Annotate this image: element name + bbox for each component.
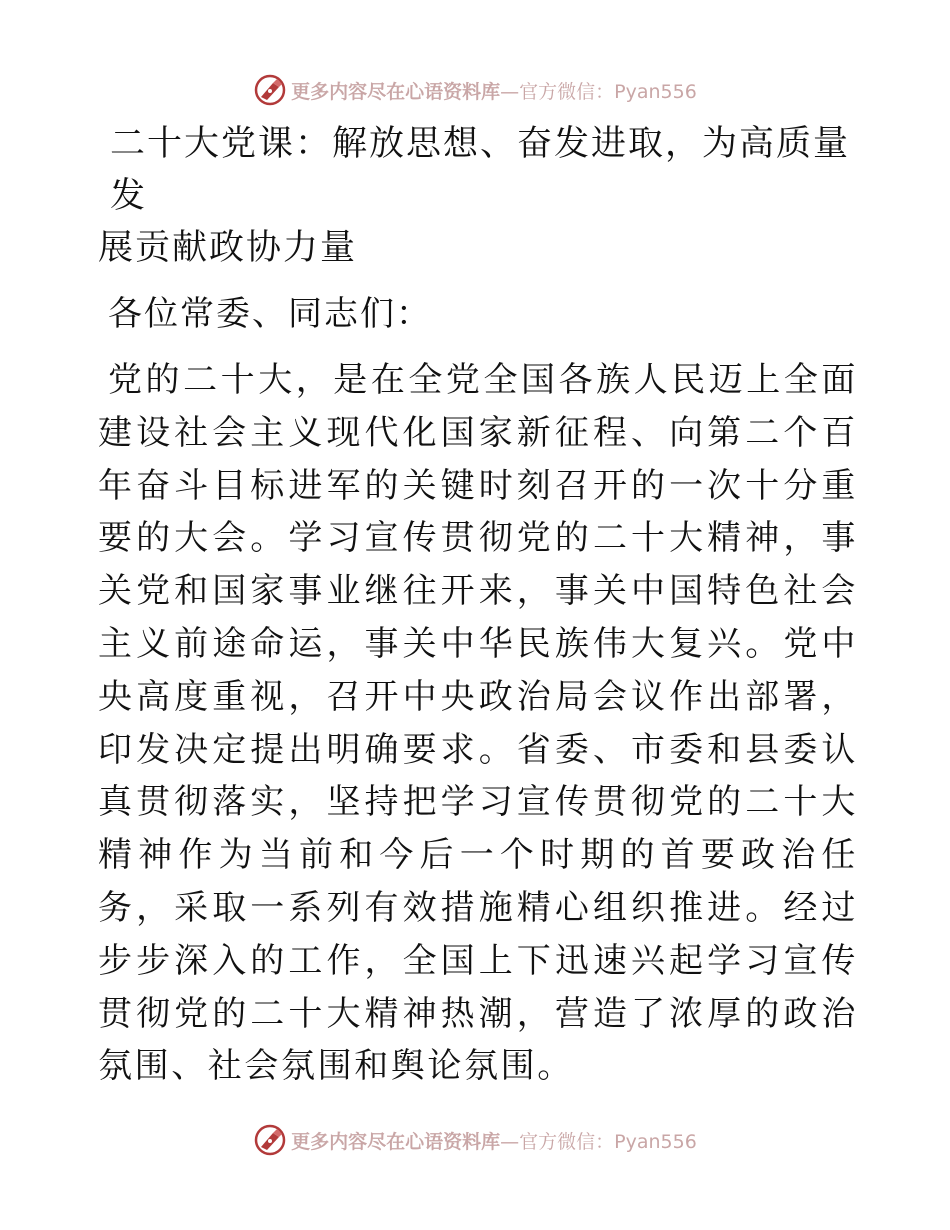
salutation: 各位常委、同志们：: [108, 294, 432, 334]
title-line-1: 二十大党课：解放思想、奋发进取，为高质量发: [110, 124, 851, 216]
watermark-dash: —: [500, 80, 520, 103]
header-watermark: [0, 70, 950, 110]
watermark-site: 更多内容尽在心语资料库: [291, 1130, 501, 1153]
watermark-site: 更多内容尽在心语资料库: [291, 80, 501, 103]
watermark-text: [291, 1127, 697, 1154]
watermark-text: [291, 77, 697, 104]
document-body: [98, 118, 858, 1093]
title-line-2: 展贡献政协力量: [98, 228, 358, 268]
body-paragraph: 党的二十大，是在全党全国各族人民迈上全面建设社会主义现代化国家新征程、向第二个百年奋斗目标进军的关键时刻召开的一次十分重要的大会。学习宣传贯彻党的二十大精神，事关党和国家事业继往开来，事关中国特色社会主义前途命运，事关中华民族伟大复兴。党中央高度重视，召开中央政治局会议作出部署，印发决定提出明确要求。省委、市委和县委认真贯彻落实，坚持把学习宣传贯彻党的二十大精神作为当前和今后一个时期的首要政治任务，采取一系列有效措施精心组织推进。经过步步深入的工作，全国上下迅速兴起学习宣传贯彻党的二十大精神热潮，营造了浓厚的政治氛围、社会氛围和舆论氛围。: [98, 360, 858, 1087]
footer-watermark: [0, 1120, 950, 1160]
watermark-wechat: 官方微信：Pyan556: [519, 80, 697, 103]
watermark-dash: —: [500, 1130, 520, 1153]
watermark-wechat: 官方微信：Pyan556: [519, 1130, 697, 1153]
pen-nib-icon: [253, 73, 287, 107]
document-title: [98, 118, 858, 274]
pen-nib-icon: [253, 1123, 287, 1157]
